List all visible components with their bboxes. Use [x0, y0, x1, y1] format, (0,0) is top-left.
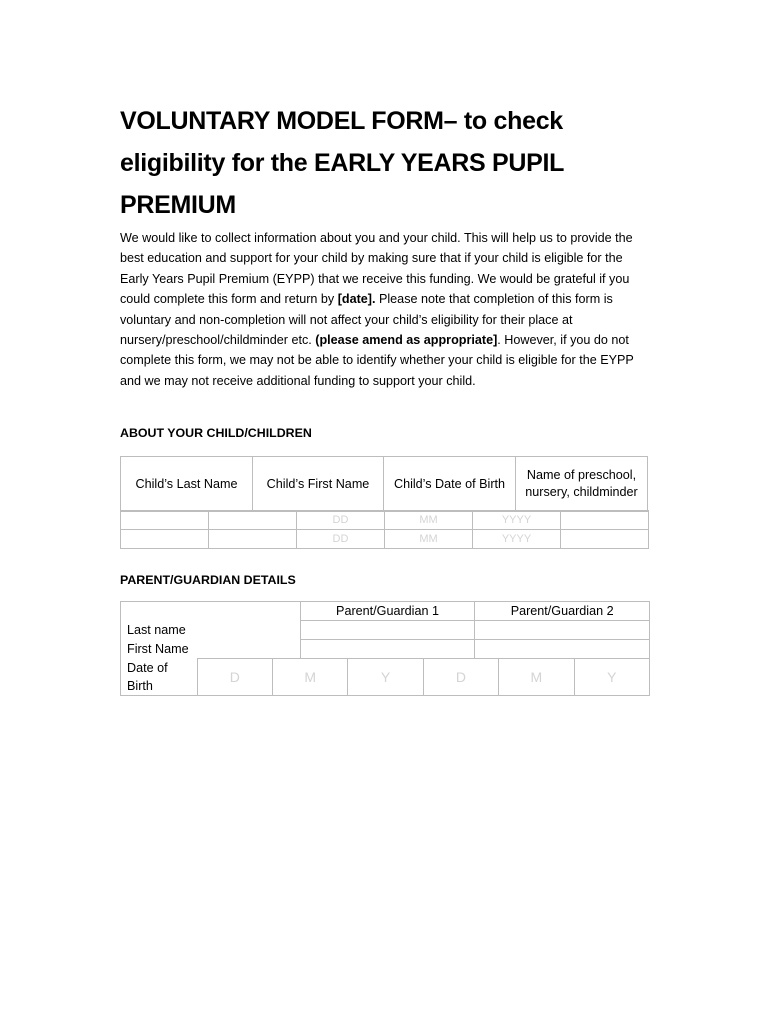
parent2-dob-month-field[interactable]: M [499, 659, 574, 696]
col-parent-1: Parent/Guardian 1 [300, 602, 475, 621]
intro-text-2: Please note that completion of this form is voluntary and non-completion will not affect your child’s eligibility for their place at nursery/preschool/childminder etc. [120, 292, 613, 348]
table-row [121, 530, 649, 549]
col-child-last-name: Child’s Last Name [121, 457, 253, 512]
col-parent-2: Parent/Guardian 2 [475, 602, 650, 621]
parent-dob-row [120, 658, 650, 696]
parent1-first-name-field[interactable] [300, 640, 475, 659]
parent2-last-name-field[interactable] [475, 621, 650, 640]
child-last-name-field[interactable] [121, 511, 209, 530]
parent-table [120, 601, 650, 659]
child-last-name-field[interactable] [121, 530, 209, 549]
child-first-name-field[interactable] [209, 511, 297, 530]
col-child-dob: Child’s Date of Birth [384, 457, 516, 512]
parent1-last-name-field[interactable] [300, 621, 475, 640]
row-label-dob: Date of Birth [121, 659, 198, 696]
col-setting-name: Name of preschool, nursery, childminder [516, 457, 648, 512]
table-row [121, 511, 649, 530]
parent-section-heading: PARENT/GUARDIAN DETAILS [120, 573, 296, 587]
child-table-rows [120, 510, 649, 549]
col-child-first-name: Child’s First Name [253, 457, 384, 512]
parent1-dob-year-field[interactable]: Y [348, 659, 423, 696]
child-dob-day-field[interactable]: DD [297, 530, 385, 549]
parent2-first-name-field[interactable] [475, 640, 650, 659]
child-setting-field[interactable] [561, 530, 649, 549]
parent1-dob-day-field[interactable]: D [197, 659, 272, 696]
form-title: VOLUNTARY MODEL FORM– to check eligibility for the EARLY YEARS PUPIL PREMIUM [120, 107, 564, 219]
intro-text-3: . However, if you do not complete this form, we may not be able to identify whether your child is eligible for the EYPP and we may not receive additional funding to support your child. [120, 333, 634, 388]
child-setting-field[interactable] [561, 511, 649, 530]
return-date-placeholder: [date]. [337, 292, 376, 307]
parent1-dob-month-field[interactable]: M [272, 659, 347, 696]
amend-note: (please amend as appropriate] [315, 333, 498, 348]
child-dob-year-field[interactable]: YYYY [473, 511, 561, 530]
row-label-first-name: First Name [121, 640, 301, 659]
child-dob-day-field[interactable]: DD [297, 511, 385, 530]
child-dob-year-field[interactable]: YYYY [473, 530, 561, 549]
child-section-heading: ABOUT YOUR CHILD/CHILDREN [120, 426, 312, 440]
intro-paragraph [120, 228, 652, 391]
child-dob-month-field[interactable]: MM [385, 530, 473, 549]
row-label-last-name: Last name [121, 621, 301, 640]
parent-table-corner [121, 602, 301, 621]
intro-text-1: We would like to collect information about you and your child. This will help us to provide the best education and support for your child by making sure that if your child is eligible for the Early Years Pupil Premium (EYPP) that we receive this funding. We would be grateful if you could complete this form and return by [120, 231, 633, 307]
child-first-name-field[interactable] [209, 530, 297, 549]
parent2-dob-year-field[interactable]: Y [574, 659, 649, 696]
parent2-dob-day-field[interactable]: D [423, 659, 498, 696]
child-table-header [120, 456, 648, 512]
child-dob-month-field[interactable]: MM [385, 511, 473, 530]
